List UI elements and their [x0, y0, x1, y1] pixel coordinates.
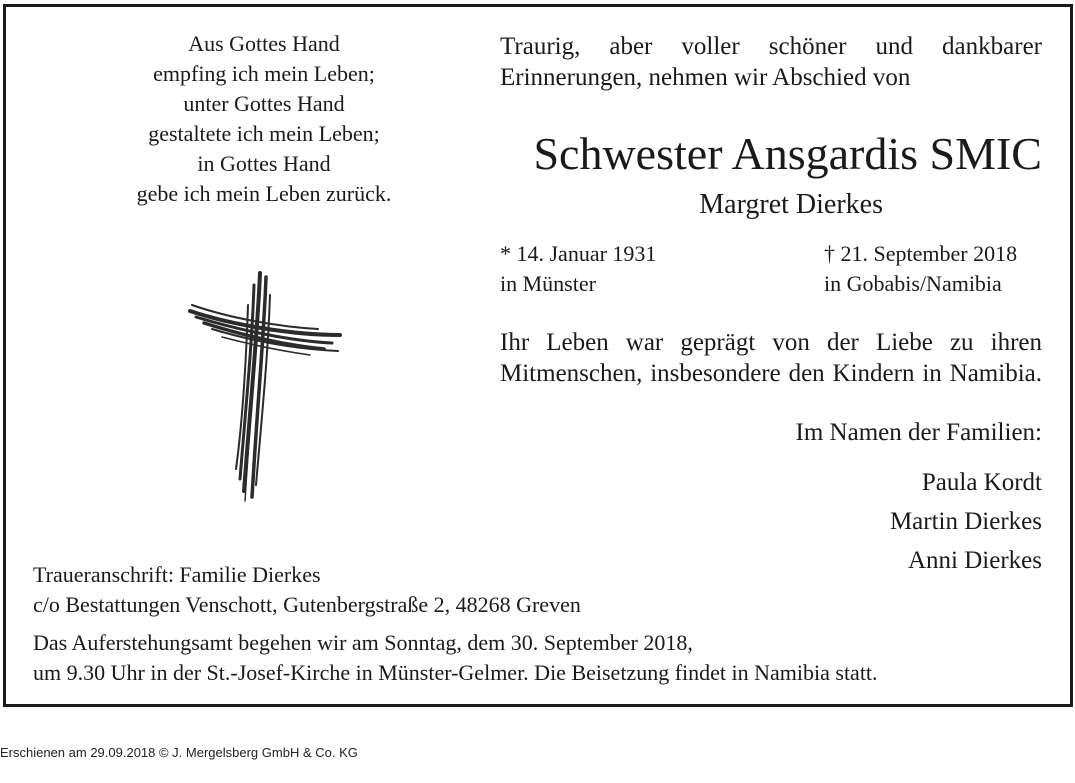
- family-member: Martin Dierkes: [889, 508, 1042, 535]
- poem-line: unter Gottes Hand: [183, 91, 345, 116]
- mourning-address: [33, 560, 581, 620]
- deceased-name: Schwester Ansgardis SMIC: [533, 128, 1042, 179]
- poem-line: gestaltete ich mein Leben;: [148, 121, 380, 146]
- birth-date: * 14. Januar 1931: [500, 241, 657, 266]
- poem: [114, 29, 414, 209]
- service-line: Das Auferstehungsamt begehen wir am Sonntag, dem 30. September 2018,: [33, 630, 693, 655]
- address-line: c/o Bestattungen Venschott, Gutenbergstraße 2, 48268 Greven: [33, 592, 581, 617]
- poem-line: in Gottes Hand: [197, 151, 331, 176]
- family-member: Anni Dierkes: [908, 547, 1042, 574]
- brush-cross-icon: [182, 265, 348, 503]
- poem-line: empfing ich mein Leben;: [153, 61, 375, 86]
- death-place: in Gobabis/Namibia: [824, 271, 1002, 296]
- address-line: Traueranschrift: Familie Dierkes: [33, 562, 321, 587]
- birth-name: Margret Dierkes: [699, 189, 883, 220]
- family-heading: Im Namen der Familien:: [795, 419, 1042, 446]
- death-date: † 21. September 2018: [824, 241, 1018, 266]
- tribute-line: Mitmenschen, insbesondere den Kindern in Namibia.: [500, 360, 1042, 387]
- birth-info: [500, 239, 656, 299]
- service-info: [33, 628, 878, 688]
- intro-text: Traurig, aber voller schöner und dankbarer Erinnerungen, nehmen wir Abschied von: [500, 33, 1042, 91]
- obituary-notice: [3, 4, 1073, 707]
- service-line: um 9.30 Uhr in der St.-Josef-Kirche in Münster-Gelmer. Die Beisetzung findet in Namibia statt.: [33, 660, 878, 685]
- family-member: Paula Kordt: [921, 469, 1042, 496]
- tribute-text: [500, 327, 1042, 389]
- publication-footer: Erschienen am 29.09.2018 © J. Mergelsberg GmbH & Co. KG: [0, 745, 358, 760]
- death-info: [824, 239, 1017, 299]
- birth-place: in Münster: [500, 271, 596, 296]
- family-list: [800, 463, 1042, 580]
- poem-line: gebe ich mein Leben zurück.: [136, 181, 392, 206]
- tribute-line: Ihr Leben war geprägt von der Liebe zu ihren: [500, 329, 1042, 356]
- poem-line: Aus Gottes Hand: [188, 31, 340, 56]
